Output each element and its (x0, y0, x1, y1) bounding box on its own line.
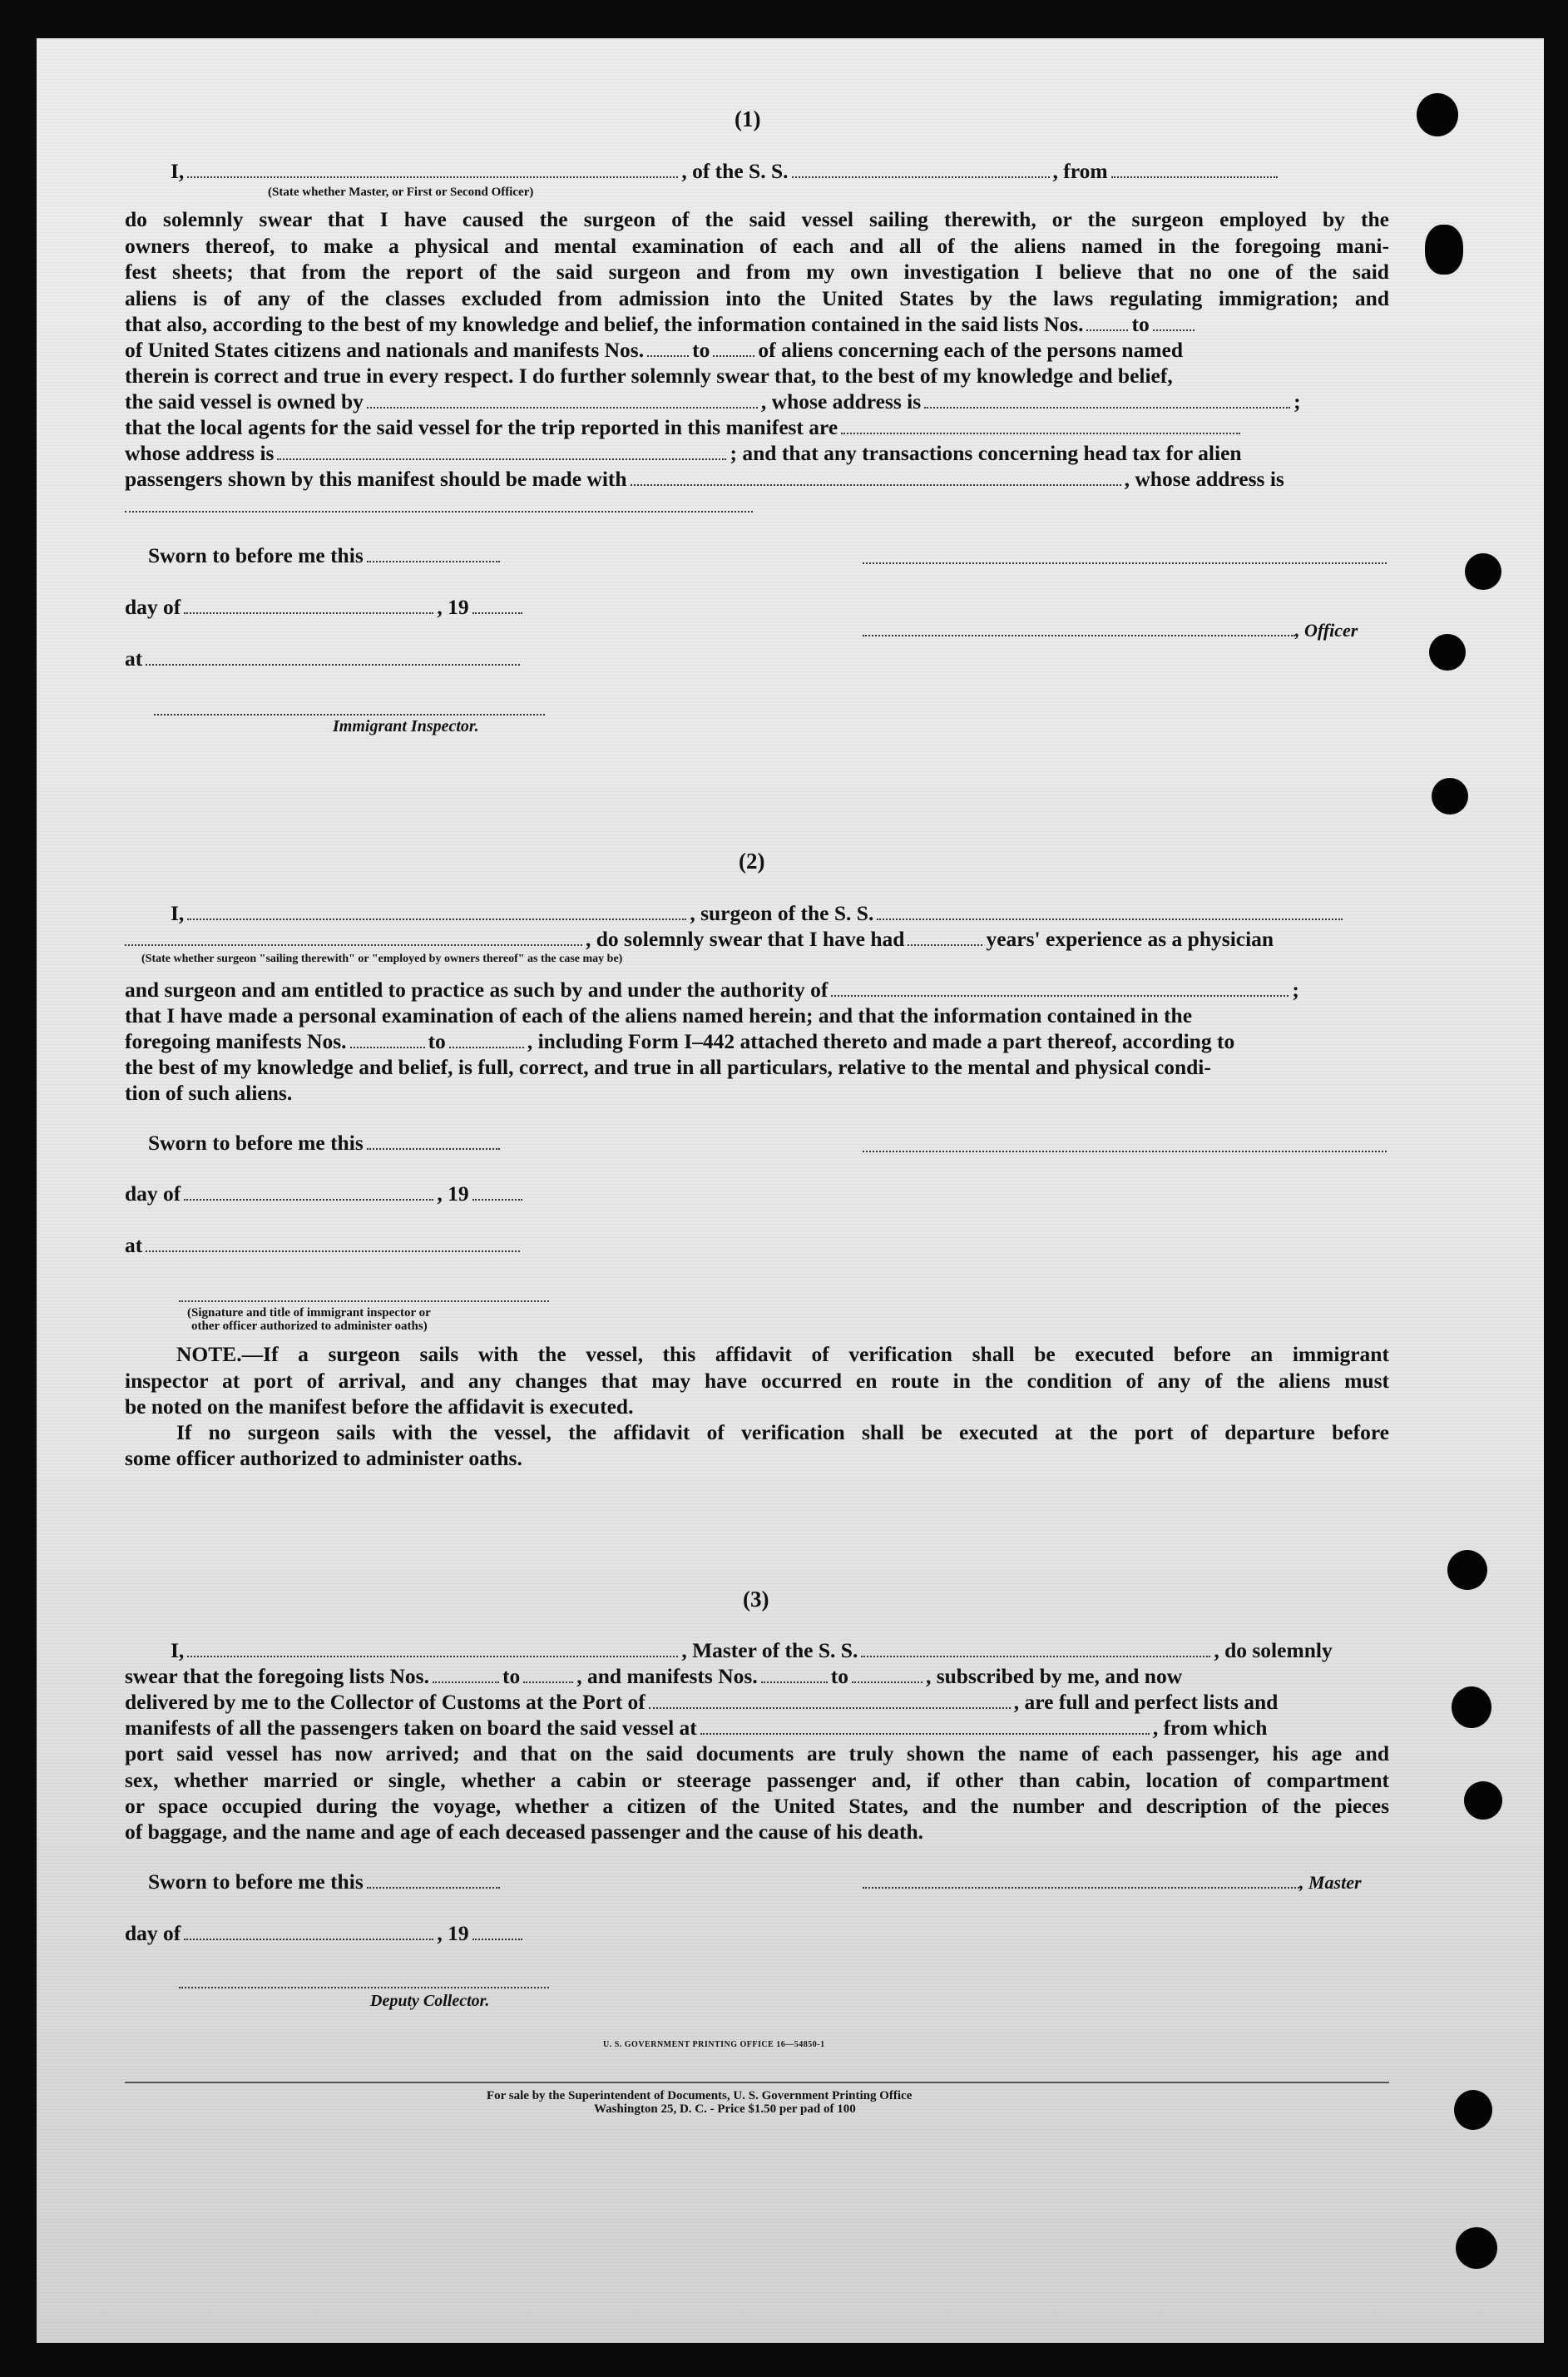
s1-sworn (148, 542, 503, 569)
punch-hole (1454, 2090, 1492, 2130)
s1-address-label: , whose address is (760, 389, 922, 413)
s1-inspector: Immigrant Inspector. (333, 717, 479, 735)
s2-i-label: I, (171, 901, 185, 925)
s2-line-4: that I have made a personal examination of each of the aliens named herein; and that the information contained in the (125, 1003, 1193, 1028)
s2-note-line: inspector at port of arrival, and any changes that may have occurred en route in the condition of any of the aliens must (125, 1368, 1389, 1393)
s1-oath-line: owners thereof, to make a physical and mental examination of each and all of the aliens named in the foregoing mani- (125, 233, 1389, 258)
s2-surgeon-label: , surgeon of the S. S. (690, 901, 874, 925)
s1-manifests-label: of United States citizens and nationals and manifests Nos. (125, 338, 645, 362)
s3-oath-line: or space occupied during the voyage, whether a citizen of the United States, and the number and description of the pieces (125, 1794, 1389, 1818)
footer-price-line: Washington 25, D. C. - Price $1.50 per pad of 100 (594, 2102, 856, 2116)
s2-day-of (125, 1181, 526, 1207)
s1-sworn-label: Sworn to before me this (148, 543, 364, 567)
s2-inspector-hint-1: (Signature and title of immigrant inspector or (187, 1306, 431, 1320)
s1-made-with-label: passengers shown by this manifest should be made with (125, 467, 627, 491)
s3-year-label: , 19 (437, 1921, 469, 1945)
s1-day-of (125, 594, 526, 621)
s1-signature-line (863, 562, 1387, 564)
section-2-number: (2) (739, 849, 765, 874)
s3-line-2 (125, 1663, 1182, 1690)
footer-sale-line: For sale by the Superintendent of Documents, U. S. Government Printing Office (487, 2089, 913, 2102)
s2-sworn-label: Sworn to before me this (148, 1131, 364, 1155)
s2-line-5 (125, 1028, 1234, 1055)
s2-note2-line: If no surgeon sails with the vessel, the affidavit of verification shall be executed at the port of departure before (176, 1420, 1389, 1444)
s2-years-label: years' experience as a physician (986, 927, 1274, 951)
s2-day-of-label: day of (125, 1181, 181, 1206)
s3-to-label: to (830, 1664, 848, 1688)
punch-hole (1417, 93, 1458, 136)
s2-line-6: the best of my knowledge and belief, is full, correct, and true in all particulars, relative to the mental and physical condi- (125, 1055, 1211, 1079)
s1-address-line (125, 511, 753, 513)
s3-i-label: I, (171, 1638, 185, 1662)
s1-line-8 (125, 389, 1301, 415)
s2-form-label: , including Form I–442 attached thereto and made a part thereof, according to (527, 1029, 1235, 1053)
s2-signature-line (863, 1151, 1387, 1152)
s3-oath-paragraph (125, 1741, 1389, 1820)
s1-agents-label: that the local agents for the said vessel for the trip reported in this manifest are (125, 415, 838, 439)
punch-hole (1452, 1686, 1491, 1728)
s1-owned-label: the said vessel is owned by (125, 389, 364, 413)
s1-at-label: at (125, 646, 143, 671)
s2-sworn (148, 1130, 503, 1156)
s1-to-label: to (692, 338, 710, 362)
s3-to-label: to (502, 1664, 521, 1688)
s3-sworn (148, 1869, 503, 1895)
s3-oath-line: port said vessel has now arrived; and that on the said documents are truly shown the name of each passenger, his age and (125, 1741, 1389, 1765)
s2-inspector-hint-2: other officer authorized to administer oaths) (191, 1320, 428, 1333)
s2-manifests-label: foregoing manifests Nos. (125, 1029, 347, 1053)
s1-year-label: , 19 (437, 595, 469, 619)
s3-day-of-label: day of (125, 1921, 181, 1945)
s1-line-9 (125, 414, 1244, 441)
s1-officer-label: , Officer (1295, 620, 1358, 641)
section-3-number: (3) (743, 1587, 769, 1612)
s1-oath-paragraph (125, 206, 1389, 311)
s2-year-label: , 19 (437, 1181, 469, 1206)
s2-surgeon-hint: (State whether surgeon "sailing therewith" or "employed by owners thereof" as the case may be) (141, 953, 623, 965)
punch-hole (1425, 225, 1463, 275)
s1-i-label: I, (171, 159, 185, 183)
s3-line-3 (125, 1689, 1278, 1716)
punch-hole (1465, 553, 1501, 590)
s3-board-label: manifests of all the passengers taken on board the said vessel at (125, 1716, 697, 1740)
s1-oath-line: do solemnly swear that I have caused the surgeon of the said vessel sailing therewith, or the surgeon employed by the (125, 207, 1389, 231)
s2-at (125, 1232, 523, 1259)
s1-day-of-label: day of (125, 595, 181, 619)
s1-line-10 (125, 440, 1242, 467)
s1-officer-hint: (State whether Master, or First or Second Officer) (268, 186, 534, 199)
punch-hole (1447, 1550, 1487, 1590)
s3-solemnly-label: , do solemnly (1214, 1638, 1333, 1662)
s2-note2-line-2: some officer authorized to administer oaths. (125, 1446, 522, 1470)
s3-manifests-label: , and manifests Nos. (576, 1664, 758, 1688)
punch-hole (1456, 2227, 1497, 2269)
s3-master-line (863, 1872, 1362, 1894)
s1-at (125, 646, 523, 672)
s1-from-label: , from (1052, 159, 1108, 183)
s3-collector: Deputy Collector. (370, 1992, 490, 2010)
s3-subscribed-label: , subscribed by me, and now (925, 1664, 1183, 1688)
s3-perfect-label: , are full and perfect lists and (1013, 1690, 1279, 1714)
punch-hole (1429, 634, 1466, 671)
punch-hole (1464, 1781, 1502, 1820)
s3-oath-line: sex, whether married or single, whether a cabin or steerage passenger and, if other than cabin, location of compartment (125, 1767, 1389, 1792)
s3-lists-label: swear that the foregoing lists Nos. (125, 1664, 429, 1688)
s2-note-paragraph (125, 1341, 1389, 1394)
s1-line-7: therein is correct and true in every respect. I do further solemnly swear that, to the best of my knowledge and belief, (125, 364, 1173, 388)
s1-oath-line: fest sheets; that from the report of the said surgeon and from my own investigation I believe that no one of the said (125, 260, 1389, 284)
s3-master-label: , Master of the S. S. (681, 1638, 858, 1662)
s1-address-label: whose address is (125, 441, 275, 465)
s1-oath-line: aliens is of any of the classes excluded from admission into the United States by the laws regulating immigration; and (125, 285, 1389, 310)
s3-day-of (125, 1920, 526, 1947)
s3-master-sig-label: , Master (1299, 1872, 1362, 1893)
s1-semicolon: ; (1293, 389, 1301, 413)
s2-line-7: tion of such aliens. (125, 1081, 293, 1105)
s1-address-label: , whose address is (1124, 467, 1284, 491)
s3-collector-line (179, 1987, 549, 1988)
s2-to-label: to (428, 1029, 446, 1053)
s2-inspector-line (179, 1300, 549, 1302)
s1-line-5 (125, 311, 1198, 338)
s1-line-6 (125, 337, 1183, 364)
s3-sworn-label: Sworn to before me this (148, 1869, 364, 1894)
s2-line-3 (125, 977, 1299, 1003)
punch-hole (1432, 778, 1468, 815)
s3-line-1 (171, 1637, 1333, 1664)
s1-head-tax-label: ; and that any transactions concerning head tax for alien (730, 441, 1242, 465)
s2-line-1 (171, 900, 1346, 927)
s1-of-ss-label: , of the S. S. (681, 159, 789, 183)
s2-note-line-3: be noted on the manifest before the affidavit is executed. (125, 1394, 634, 1419)
s2-at-label: at (125, 1233, 143, 1257)
s2-note-line: NOTE.—If a surgeon sails with the vessel, this affidavit of verification shall be executed before an immigrant (176, 1342, 1389, 1366)
s3-from-which-label: , from which (1152, 1716, 1268, 1740)
s1-to-label: to (1131, 312, 1150, 336)
s2-note2-paragraph (125, 1419, 1389, 1446)
s3-line-8: of baggage, and the name and age of each deceased passenger and the cause of his death. (125, 1820, 924, 1844)
s2-semicolon: ; (1292, 978, 1299, 1002)
s1-aliens-label: of aliens concerning each of the persons named (758, 338, 1184, 362)
s1-lists-label: that also, according to the best of my knowledge and belief, the information contained in the said lists Nos. (125, 312, 1084, 336)
s1-line-11 (125, 466, 1284, 493)
s1-line-1 (171, 158, 1281, 185)
s1-officer-line (863, 620, 1358, 641)
section-1-number: (1) (735, 106, 761, 131)
s2-line-2 (125, 926, 1274, 953)
s1-inspector-line (154, 714, 545, 716)
footer-rule (125, 2082, 1389, 2083)
gpo-imprint: U. S. GOVERNMENT PRINTING OFFICE 16—54850-1 (603, 2040, 825, 2049)
s2-swear-label: , do solemnly swear that I have had (586, 927, 905, 951)
s3-line-4 (125, 1715, 1267, 1741)
s2-authority-label: and surgeon and am entitled to practice as such by and under the authority of (125, 978, 829, 1002)
s3-port-label: delivered by me to the Collector of Customs at the Port of (125, 1690, 646, 1714)
